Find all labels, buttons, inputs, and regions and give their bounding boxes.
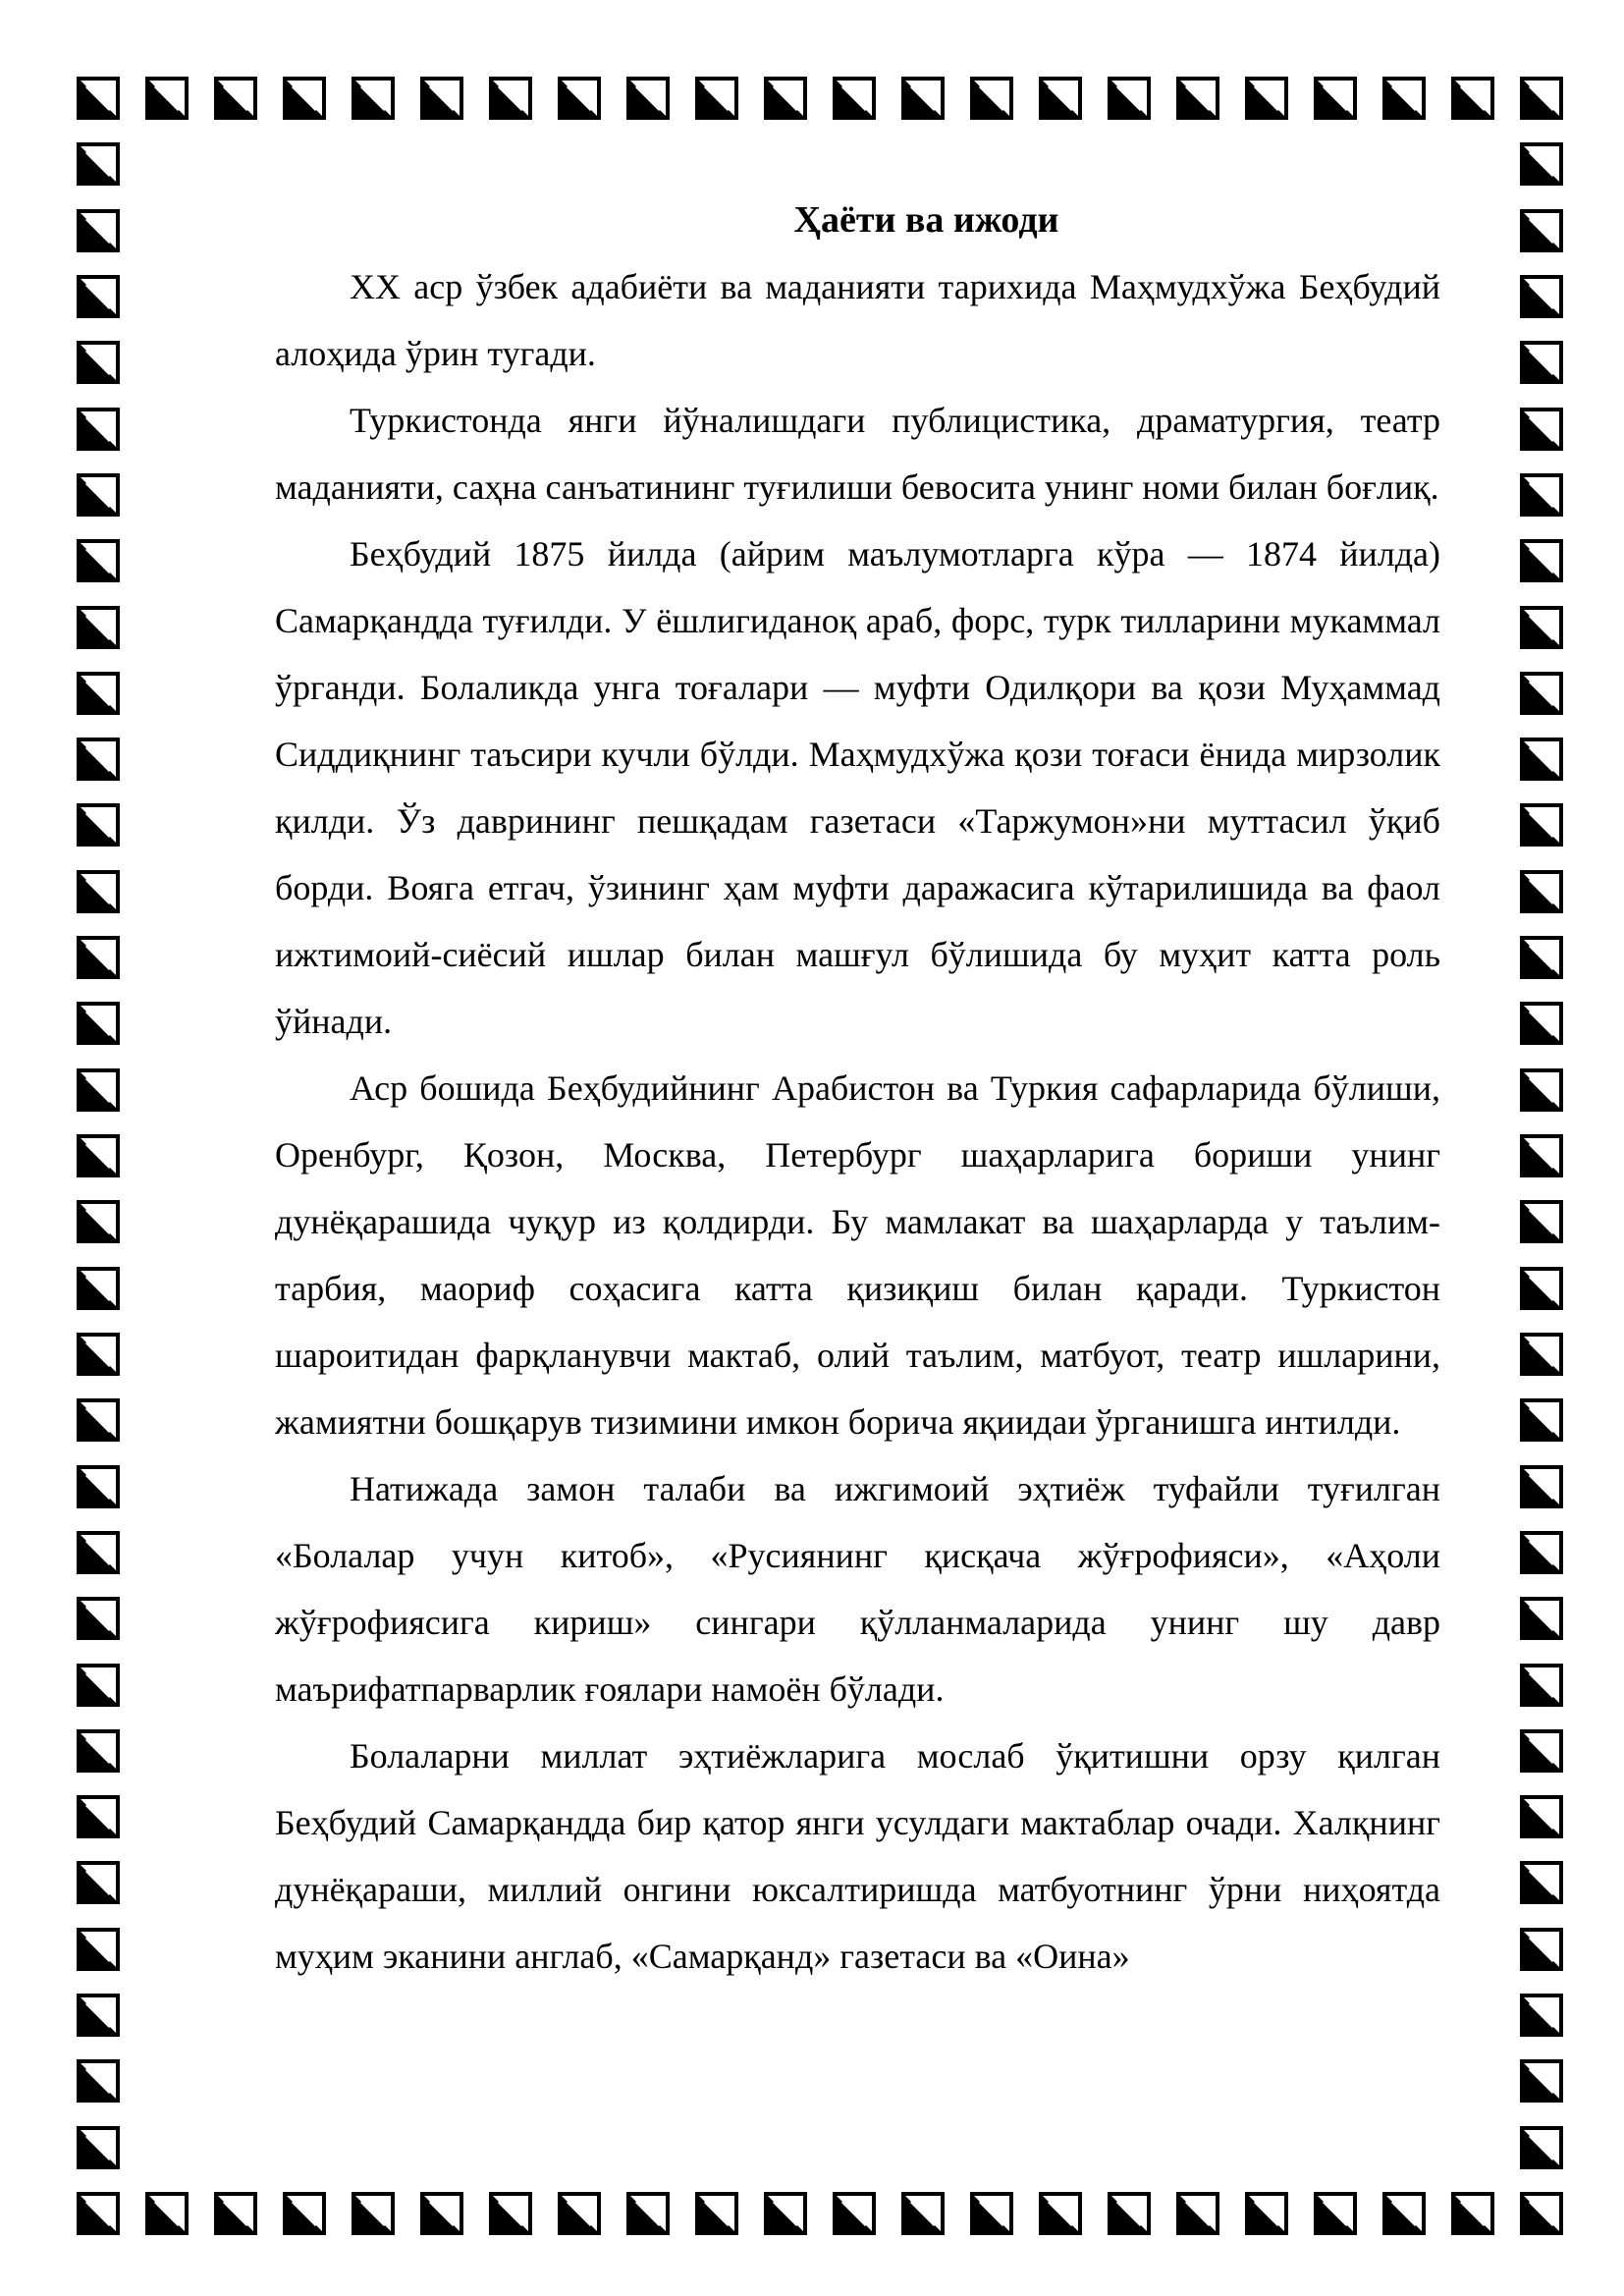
- diagonal-triangle-tile-icon: [1245, 77, 1288, 120]
- diagonal-triangle-tile-icon: [1108, 2192, 1151, 2235]
- diagonal-triangle-tile-icon: [1520, 1134, 1563, 1177]
- diagonal-triangle-tile-icon: [77, 1200, 120, 1243]
- diagonal-triangle-tile-icon: [77, 209, 120, 252]
- diagonal-triangle-tile-icon: [77, 1861, 120, 1904]
- diagonal-triangle-tile-icon: [1520, 275, 1563, 318]
- diagonal-triangle-tile-icon: [695, 77, 738, 120]
- paragraph-biography: Беҳбудий 1875 йилда (айрим маълумотларга кўра — 1874 йилда) Самарқандда туғилди. У ёшлигиданоқ араб, форс, турк тилларини мукаммал ўрганди. Болаликда унга тоғалари — муфти Одилқори ва қози Муҳаммад Сиддиқнинг таъсири кучли бўлди. Маҳмудхўжа қози тоғаси ёнида мирзолик қилди. Ўз даврининг пешқадам газетаси «Таржумон»ни муттасил ўқиб борди. Вояга етгач, ўзининг ҳам муфти даражасига кўтарилишида ва фаол ижтимоий-сиёсий ишлар билан машғул бўлишида бу муҳит катта роль ўйнади.: [275, 534, 1440, 1041]
- diagonal-triangle-tile-icon: [1520, 408, 1563, 451]
- diagonal-triangle-tile-icon: [1520, 1664, 1563, 1707]
- diagonal-triangle-tile-icon: [1520, 539, 1563, 582]
- diagonal-triangle-tile-icon: [1520, 1928, 1563, 1971]
- diagonal-triangle-tile-icon: [1520, 1597, 1563, 1640]
- diagonal-triangle-tile-icon: [1520, 209, 1563, 252]
- diagonal-triangle-tile-icon: [352, 2192, 395, 2235]
- diagonal-triangle-tile-icon: [77, 1597, 120, 1640]
- diagonal-triangle-tile-icon: [1451, 2192, 1494, 2235]
- diagonal-triangle-tile-icon: [77, 1729, 120, 1773]
- diagonal-triangle-tile-icon: [214, 77, 257, 120]
- diagonal-triangle-tile-icon: [145, 77, 189, 120]
- diagonal-triangle-tile-icon: [1039, 2192, 1082, 2235]
- diagonal-triangle-tile-icon: [1176, 2192, 1219, 2235]
- diagonal-triangle-tile-icon: [77, 473, 120, 517]
- diagonal-triangle-tile-icon: [1520, 1465, 1563, 1508]
- diagonal-triangle-tile-icon: [77, 803, 120, 847]
- diagonal-triangle-tile-icon: [77, 1002, 120, 1045]
- diagonal-triangle-tile-icon: [1520, 142, 1563, 186]
- diagonal-triangle-tile-icon: [489, 2192, 532, 2235]
- diagonal-triangle-tile-icon: [558, 77, 601, 120]
- diagonal-triangle-tile-icon: [77, 1267, 120, 1310]
- diagonal-triangle-tile-icon: [77, 1928, 120, 1971]
- diagonal-triangle-tile-icon: [1382, 77, 1426, 120]
- diagonal-triangle-tile-icon: [77, 1465, 120, 1508]
- diagonal-triangle-tile-icon: [77, 738, 120, 781]
- diagonal-triangle-tile-icon: [1314, 2192, 1357, 2235]
- diagonal-triangle-tile-icon: [1520, 870, 1563, 913]
- diagonal-triangle-tile-icon: [1382, 2192, 1426, 2235]
- diagonal-triangle-tile-icon: [1176, 77, 1219, 120]
- diagonal-triangle-tile-icon: [970, 77, 1013, 120]
- diagonal-triangle-tile-icon: [77, 142, 120, 186]
- diagonal-triangle-tile-icon: [1520, 77, 1563, 120]
- diagonal-triangle-tile-icon: [489, 77, 532, 120]
- diagonal-triangle-tile-icon: [1520, 803, 1563, 847]
- diagonal-triangle-tile-icon: [901, 2192, 945, 2235]
- diagonal-triangle-tile-icon: [970, 2192, 1013, 2235]
- diagonal-triangle-tile-icon: [77, 2059, 120, 2103]
- diagonal-triangle-tile-icon: [558, 2192, 601, 2235]
- diagonal-triangle-tile-icon: [77, 77, 120, 120]
- diagonal-triangle-tile-icon: [77, 408, 120, 451]
- diagonal-triangle-tile-icon: [695, 2192, 738, 2235]
- diagonal-triangle-tile-icon: [77, 539, 120, 582]
- diagonal-triangle-tile-icon: [1039, 77, 1082, 120]
- diagonal-triangle-tile-icon: [1520, 1002, 1563, 1045]
- diagonal-triangle-tile-icon: [77, 275, 120, 318]
- diagonal-triangle-tile-icon: [420, 2192, 463, 2235]
- diagonal-triangle-tile-icon: [1520, 1333, 1563, 1376]
- diagonal-triangle-tile-icon: [1520, 1531, 1563, 1574]
- diagonal-triangle-tile-icon: [1520, 936, 1563, 979]
- diagonal-triangle-tile-icon: [77, 1068, 120, 1112]
- document-body: [275, 187, 1440, 1990]
- diagonal-triangle-tile-icon: [1520, 606, 1563, 649]
- diagonal-triangle-tile-icon: [1520, 2126, 1563, 2169]
- diagonal-triangle-tile-icon: [77, 2126, 120, 2169]
- diagonal-triangle-tile-icon: [77, 1398, 120, 1442]
- diagonal-triangle-tile-icon: [1520, 1200, 1563, 1243]
- diagonal-triangle-tile-icon: [1314, 77, 1357, 120]
- diagonal-triangle-tile-icon: [77, 2192, 120, 2235]
- paragraph-travels: Аср бошида Беҳбудийнинг Арабистон ва Туркия сафарларида бўлиши, Оренбург, Қозон, Москва, Петербург шаҳарларига бориши унинг дунёқарашида чуқур из қолдирди. Бу мамлакат ва шаҳарларда у таълим-тарбия, маориф соҳасига катта қизиқиш билан қаради. Туркистон шароитидан фарқланувчи мактаб, олий таълим, матбуот, театр ишларини, жамиятни бошқарув тизимини имкон борича яқиидаи ўрганишга интилди.: [275, 1068, 1440, 1442]
- diagonal-triangle-tile-icon: [1520, 1861, 1563, 1904]
- diagonal-triangle-tile-icon: [1520, 1994, 1563, 2037]
- diagonal-triangle-tile-icon: [626, 77, 670, 120]
- diagonal-triangle-tile-icon: [1245, 2192, 1288, 2235]
- paragraph-intro: XX аср ўзбек адабиёти ва маданияти тарихида Маҳмудхўжа Беҳбудий алоҳида ўрин тугади.: [275, 267, 1440, 373]
- diagonal-triangle-tile-icon: [833, 77, 876, 120]
- diagonal-triangle-tile-icon: [1520, 2192, 1563, 2235]
- diagonal-triangle-tile-icon: [1520, 1398, 1563, 1442]
- diagonal-triangle-tile-icon: [214, 2192, 257, 2235]
- diagonal-triangle-tile-icon: [764, 77, 807, 120]
- paragraph-textbooks: Натижада замон талаби ва ижгимоий эҳтиёж туфайли туғилган «Болалар учун китоб», «Русиянинг қисқача жўғрофияси», «Аҳоли жўғрофиясига кириш» сингари қўлланмаларида унинг шу давр маърифатпарварлик ғоялари намоён бўлади.: [275, 1469, 1440, 1709]
- diagonal-triangle-tile-icon: [1108, 77, 1151, 120]
- diagonal-triangle-tile-icon: [1520, 473, 1563, 517]
- diagonal-triangle-tile-icon: [77, 1795, 120, 1838]
- diagonal-triangle-tile-icon: [77, 672, 120, 715]
- diagonal-triangle-tile-icon: [77, 1333, 120, 1376]
- paragraph-turkestan: Туркистонда янги йўналишдаги публицистика, драматургия, театр маданияти, саҳна санъатининг туғилиши бевосита унинг номи билан боғлиқ.: [275, 401, 1440, 507]
- diagonal-triangle-tile-icon: [901, 77, 945, 120]
- diagonal-triangle-tile-icon: [1520, 341, 1563, 384]
- diagonal-triangle-tile-icon: [77, 1664, 120, 1707]
- diagonal-triangle-tile-icon: [1520, 672, 1563, 715]
- diagonal-triangle-tile-icon: [77, 936, 120, 979]
- diagonal-triangle-tile-icon: [77, 341, 120, 384]
- diagonal-triangle-tile-icon: [764, 2192, 807, 2235]
- diagonal-triangle-tile-icon: [1520, 738, 1563, 781]
- diagonal-triangle-tile-icon: [1520, 1795, 1563, 1838]
- diagonal-triangle-tile-icon: [77, 1994, 120, 2037]
- diagonal-triangle-tile-icon: [1520, 1729, 1563, 1773]
- paragraph-schools: Болаларни миллат эҳтиёжларига мослаб ўқитишни орзу қилган Беҳбудий Самарқандда бир қатор янги усулдаги мактаблар очади. Халқнинг дунёқараши, миллий онгини юксалтиришда матбуотнинг ўрни ниҳоятда муҳим эканини англаб, «Самарқанд» газетаси ва «Оина»: [275, 1736, 1440, 1976]
- diagonal-triangle-tile-icon: [626, 2192, 670, 2235]
- diagonal-triangle-tile-icon: [77, 1531, 120, 1574]
- diagonal-triangle-tile-icon: [1451, 77, 1494, 120]
- document-title: Ҳаёти ва ижоди: [793, 199, 1059, 241]
- diagonal-triangle-tile-icon: [1520, 1267, 1563, 1310]
- diagonal-triangle-tile-icon: [283, 2192, 326, 2235]
- diagonal-triangle-tile-icon: [77, 1134, 120, 1177]
- diagonal-triangle-tile-icon: [1520, 1068, 1563, 1112]
- diagonal-triangle-tile-icon: [1520, 2059, 1563, 2103]
- diagonal-triangle-tile-icon: [283, 77, 326, 120]
- diagonal-triangle-tile-icon: [77, 870, 120, 913]
- diagonal-triangle-tile-icon: [833, 2192, 876, 2235]
- diagonal-triangle-tile-icon: [420, 77, 463, 120]
- diagonal-triangle-tile-icon: [352, 77, 395, 120]
- diagonal-triangle-tile-icon: [77, 606, 120, 649]
- diagonal-triangle-tile-icon: [145, 2192, 189, 2235]
